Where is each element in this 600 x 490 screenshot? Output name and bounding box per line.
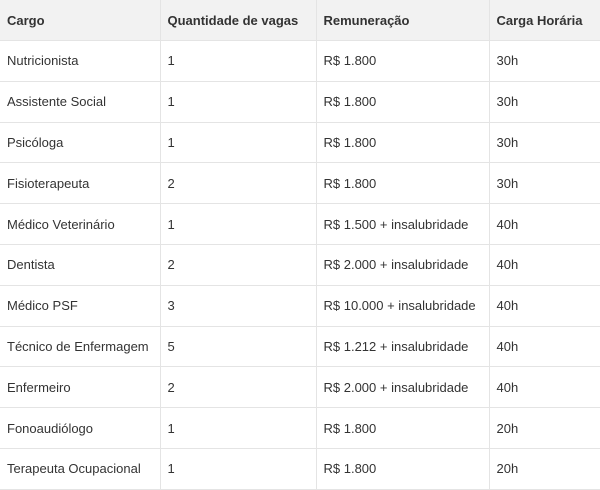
- cell-remuneracao: R$ 1.800: [316, 408, 489, 449]
- cell-remuneracao: R$ 1.800: [316, 448, 489, 489]
- cell-remuneracao: R$ 1.800: [316, 163, 489, 204]
- cell-cargo: Enfermeiro: [0, 367, 160, 408]
- header-carga-horaria: Carga Horária: [489, 0, 600, 41]
- table-row: [0, 408, 600, 449]
- cell-quantidade: 1: [160, 204, 316, 245]
- table-row: [0, 81, 600, 122]
- cell-carga-horaria: 40h: [489, 326, 600, 367]
- cell-remuneracao: R$ 1.800: [316, 81, 489, 122]
- cell-quantidade: 1: [160, 122, 316, 163]
- table-row: [0, 367, 600, 408]
- cell-quantidade: 2: [160, 367, 316, 408]
- cell-cargo: Assistente Social: [0, 81, 160, 122]
- cell-remuneracao: R$ 1.800: [316, 122, 489, 163]
- cell-cargo: Fisioterapeuta: [0, 163, 160, 204]
- cell-remuneracao: R$ 2.000 + insalubridade: [316, 367, 489, 408]
- cell-quantidade: 5: [160, 326, 316, 367]
- table-header-row: [0, 0, 600, 41]
- cell-carga-horaria: 40h: [489, 244, 600, 285]
- header-quantidade: Quantidade de vagas: [160, 0, 316, 41]
- cell-cargo: Terapeuta Ocupacional: [0, 448, 160, 489]
- table-row: [0, 122, 600, 163]
- cell-carga-horaria: 40h: [489, 285, 600, 326]
- cell-quantidade: 1: [160, 81, 316, 122]
- cell-carga-horaria: 30h: [489, 41, 600, 82]
- cell-quantidade: 1: [160, 41, 316, 82]
- cell-carga-horaria: 20h: [489, 448, 600, 489]
- cell-remuneracao: R$ 1.500 + insalubridade: [316, 204, 489, 245]
- table-row: [0, 163, 600, 204]
- cell-cargo: Fonoaudiólogo: [0, 408, 160, 449]
- cell-carga-horaria: 20h: [489, 408, 600, 449]
- cell-remuneracao: R$ 1.800: [316, 41, 489, 82]
- cell-cargo: Médico Veterinário: [0, 204, 160, 245]
- table-row: [0, 448, 600, 489]
- cell-cargo: Dentista: [0, 244, 160, 285]
- cell-cargo: Nutricionista: [0, 41, 160, 82]
- cell-remuneracao: R$ 1.212 + insalubridade: [316, 326, 489, 367]
- table-row: [0, 326, 600, 367]
- cell-quantidade: 3: [160, 285, 316, 326]
- cell-remuneracao: R$ 2.000 + insalubridade: [316, 244, 489, 285]
- cell-remuneracao: R$ 10.000 + insalubridade: [316, 285, 489, 326]
- header-cargo: Cargo: [0, 0, 160, 41]
- cell-quantidade: 1: [160, 408, 316, 449]
- cell-quantidade: 1: [160, 448, 316, 489]
- cell-carga-horaria: 40h: [489, 204, 600, 245]
- cell-cargo: Médico PSF: [0, 285, 160, 326]
- table-row: [0, 41, 600, 82]
- cell-carga-horaria: 30h: [489, 122, 600, 163]
- cell-cargo: Técnico de Enfermagem: [0, 326, 160, 367]
- cell-quantidade: 2: [160, 163, 316, 204]
- cell-carga-horaria: 30h: [489, 163, 600, 204]
- table-row: [0, 285, 600, 326]
- cell-carga-horaria: 40h: [489, 367, 600, 408]
- cell-quantidade: 2: [160, 244, 316, 285]
- header-remuneracao: Remuneração: [316, 0, 489, 41]
- cell-carga-horaria: 30h: [489, 81, 600, 122]
- cell-cargo: Psicóloga: [0, 122, 160, 163]
- table-row: [0, 244, 600, 285]
- table-row: [0, 204, 600, 245]
